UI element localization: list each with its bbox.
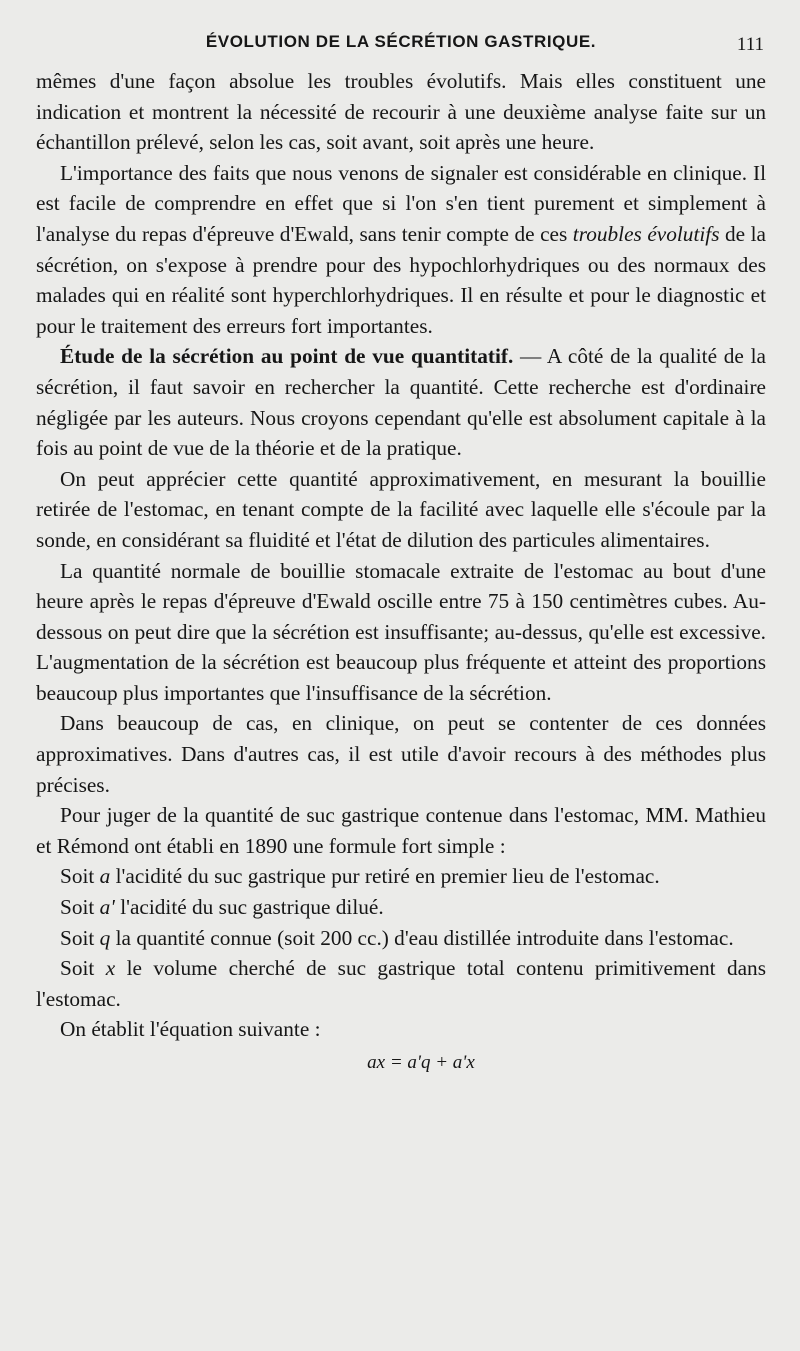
running-head: ÉVOLUTION DE LA SÉCRÉTION GASTRIQUE. xyxy=(205,32,597,51)
paragraph-equation-intro: On établit l'équation suivante : xyxy=(60,1017,321,1042)
definition-x xyxy=(36,953,766,1014)
variable-x: x xyxy=(105,956,116,981)
soit-label: Soit xyxy=(60,895,95,920)
definition-a-text: l'acidité du suc gastrique pur retiré en premier lieu de l'estomac. xyxy=(115,864,660,889)
variable-a: a xyxy=(99,864,111,889)
soit-label: Soit xyxy=(60,925,95,950)
definition-x-text: le volume cherché de suc gastrique total contenu primitivement dans l'estomac. xyxy=(36,956,766,1011)
paragraph-quantitative-text: côté de la qualité de la sécrétion, il faut savoir en rechercher la quantité. Cette recherche est d'ordinaire négligée par les auteurs. Nous croyons cependant qu'elle est absolument capitale à la fois au point de vue de la théorie et de la pratique. xyxy=(36,344,766,461)
soit-label: Soit xyxy=(60,864,95,889)
paragraph-importance-start: L'importance des faits que nous venons de signaler est considérable en clinique. Il est facile de comprendre en effet que si l'on s'en tient purement et simplement à l'analyse du repas d'épreuve d'Ewald, sans tenir compte de ces xyxy=(36,160,766,246)
paragraph-importance-end: de la sécrétion, on s'expose à prendre pour des hypochlorhydriques ou des normaux des malades qui en réalité sont hyperchlorhydriques. Il en résulte et pour le diagnostic et pour le traitement des erreurs fort importantes. xyxy=(36,221,767,338)
paragraph-continuation: mêmes d'une façon absolue les troubles évolutifs. Mais elles constituent une indication et montrent la nécessité de recourir à une deuxième analyse faite sur un échantillon prélevé, selon les cas, soit avant, soit après une heure. xyxy=(36,69,766,155)
variable-a-prime: a' xyxy=(99,895,115,920)
paragraph-clinical-data: Dans beaucoup de cas, en clinique, on peut se contenter de ces données approximatives. Dans d'autres cas, il est utile d'avoir recours à des méthodes plus précises. xyxy=(36,711,766,797)
definition-q-text: la quantité connue (soit 200 cc.) d'eau distillée introduite dans l'estomac. xyxy=(115,925,734,950)
paragraph-quantitative-section xyxy=(36,341,766,463)
definition-a xyxy=(36,861,766,892)
body-text xyxy=(36,66,766,1081)
italic-troubles-evolutifs: troubles évolutifs xyxy=(572,221,720,246)
page-number: 111 xyxy=(736,34,764,55)
soit-label: Soit xyxy=(60,956,95,981)
paragraph-approximation: On peut apprécier cette quantité approximativement, en mesurant la bouillie retirée de l'estomac, en tenant compte de la facilité avec laquelle elle s'écoule par la sonde, en considérant sa fluidité et l'état de dilution des particules alimentaires. xyxy=(36,466,766,552)
variable-q: q xyxy=(99,925,111,950)
paragraph-normal-quantity: La quantité normale de bouillie stomacale extraite de l'estomac au bout d'une heure après le repas d'épreuve d'Ewald oscille entre 75 à 150 centimètres cubes. Au-dessous on peut dire que la sécrétion est insuffisante; au-dessus, qu'elle est excessive. L'augmentation de la sécrétion est beaucoup plus fréquente et atteint des proportions beaucoup plus importantes que l'insuffisance de la sécrétion. xyxy=(36,558,766,705)
paragraph-formula-intro: Pour juger de la quantité de suc gastrique contenue dans l'estomac, MM. Mathieu et Rémond ont établi en 1890 une formule fort simple : xyxy=(36,803,766,858)
definition-a-prime-text: l'acidité du suc gastrique dilué. xyxy=(120,895,384,920)
page-header xyxy=(36,30,766,66)
paragraph-importance xyxy=(36,158,766,342)
definition-q xyxy=(36,923,766,954)
equation: ax = a'q + a'x xyxy=(367,1052,475,1073)
definition-a-prime xyxy=(36,892,766,923)
section-heading: Étude de la sécrétion au point de vue quantitatif. xyxy=(60,344,514,369)
section-dash: — A xyxy=(513,344,568,369)
